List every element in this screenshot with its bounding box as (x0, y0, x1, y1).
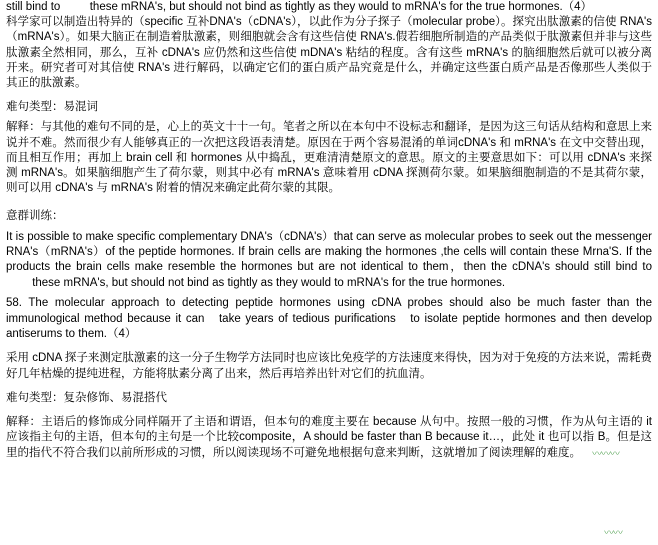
training-english-text: It is possible to make specific complementary DNA's（cDNA's）that can serve as molecular probes to seek out the messenger RNA's（mRNA's）of the peptide hormones. If brain cells are making the hormones ,the cells will contain these Mrna'S. If the products the brain cells make resemble the hormones but are not identical to them，then the cDNA's should still bind to these mRNA's, but should not bind as tightly as they would to mRNA's for the true hormones. (6, 230, 652, 289)
training-section (0, 209, 658, 291)
difficulty-explanation-1: 解释：与其他的难句不同的是，心上的英文十十一句。笔者之所以在本句中不设标志和翻译，是因为这三句话从结构和意思上来说并不难。然而很少有人能够真正的一次把这段语表清楚。原因在于两个容易混淆的单词cDNA's 和 mRNA's 在文中交替出现，而且相互作用；再加上 brain cell 和 hormones 从中捣乱，更难清清楚原文的意思。原文的主要意思如下：可以用 cDNA's 来探测 mRNA's。如果脑细胞产生了荷尔蒙，则其中必有 mRNA's 意味着用 cDNA 探测荷尔蒙。如果脑细胞制造的不是其荷尔蒙，则可以用 cDNA's 与 mRNA's 附着的情况来确定此荷尔蒙的其限。 (6, 121, 652, 195)
paragraph-group-top (0, 0, 658, 91)
training-label: 意群训练： (6, 210, 64, 223)
translation-58-text: 采用 cDNA 探子来测定肽激素的这一分子生物学方法同时也应该比免疫学的方法速度来得快，因为对于免疫的方法来说，需耗费好几年枯燥的提纯进程，方能将肽素分离了出来，然后再培养出针对它们的抗血清。 (6, 352, 652, 380)
question-58-body: The molecular approach to detecting peptide hormones using cDNA probes should also be much faster than the immunological method because it can take years of tedious purifications to isolate peptide hormones and then develop antiserums to them.（4） (6, 297, 652, 341)
spacer (0, 382, 658, 391)
spacer (0, 342, 658, 351)
difficulty-type-section-1 (0, 100, 658, 196)
spacer (0, 196, 658, 209)
explanation-section-2 (0, 415, 658, 461)
paragraph-continuation: still bind to these mRNA's, but should not bind as tightly as they would to mRNA's for the true hormones.（4） (6, 1, 593, 13)
translation-58 (0, 351, 658, 381)
difficulty-type-section-2 (0, 391, 658, 406)
difficulty-type-label-2: 难句类型：复杂修饰、易混搭代 (6, 391, 167, 404)
spacer (0, 406, 658, 415)
question-58-text (6, 296, 652, 342)
explanation-2-text: 解释：主语后的修饰成分同样隔开了主语和谓语，但本句的难度主要在 because 从句中。按照一般的习惯，作为从句主语的 it 应该指主句的主语，但本句的主句是一个比较composite，A should be faster than B because it…，此处 it 也可以指 B。但是这里的指代不符合我们以前所形成的习惯，所以阅读现场不可避免地根据句意来判断，这就增加了阅读理解的难度。 (6, 416, 652, 459)
paragraph-chinese-explanation: 科学家可以制造出特异的（specific 互补DNA's（cDNA's），以此作为分子探子（molecular probe）。探究出肽激素的信使 RNA's（mRNA's）。如果大脑正在制造着肽激素，则细胞就会含有这些信使 RNA's.假若细胞所制造的产品类似于肽激素但并非与这些肽激素全然相同，那么，互补 cDNA's 应仍然和这些信使 mDNA's 粘结的程度。含有这些 mRNA's 的脑细胞然后就可以被分离开来。研究者可对其信使 RNA's 进行解码，以确定它们的蛋白质产品究竟是什么，并确定这些蛋白质产品是否像那些人类似于其正的肽激素。 (6, 16, 652, 90)
question-58-number: 58. (6, 297, 22, 310)
spacer (0, 91, 658, 100)
spellcheck-squiggle-icon-2: 〰〰 (604, 528, 622, 539)
difficulty-type-label-1: 难句类型：易混词 (6, 101, 98, 114)
spellcheck-squiggle-icon-1: 〰〰〰 (592, 449, 619, 460)
question-58 (0, 296, 658, 342)
